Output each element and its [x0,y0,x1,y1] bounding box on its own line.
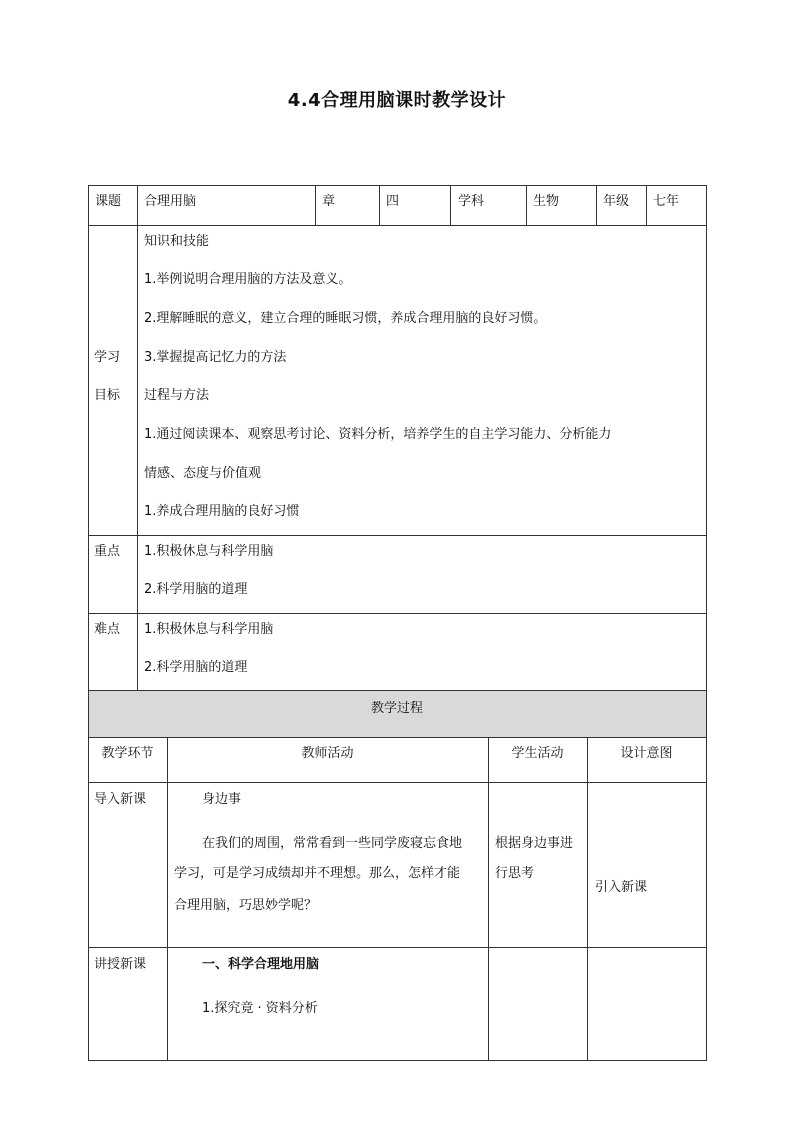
objective-line: 1.养成合理用脑的良好习惯 [144,504,300,519]
difficulty-line: 2.科学用脑的道理 [144,660,248,675]
column-header-student: 学生活动 [511,746,564,761]
key-points-label: 重点 [94,544,121,559]
chapter-label: 章 [322,194,336,209]
grade-value: 七年 [653,194,680,209]
stage-intro: 导入新课 [94,792,147,807]
design-intent: 引入新课 [595,880,648,895]
teacher-section-heading: 一、科学合理地用脑 [202,957,320,972]
objectives-label-line2: 目标 [94,388,121,403]
teacher-activity-line: 在我们的周围，常常看到一些同学废寝忘食地 [202,836,463,851]
objective-line: 情感、态度与价值观 [144,466,262,481]
objective-line: 知识和技能 [144,234,210,249]
topic-label: 课题 [95,194,122,209]
teacher-activity-line: 1.探究竟 · 资料分析 [202,1001,318,1016]
student-activity-line: 根据身边事进 [495,836,574,851]
column-header-intent: 设计意图 [620,746,673,761]
subject-label: 学科 [458,194,485,209]
chapter-value: 四 [386,194,400,209]
objective-line: 2.理解睡眠的意义，建立合理的睡眠习惯，养成合理用脑的良好习惯。 [144,311,547,326]
objective-line: 过程与方法 [144,388,210,403]
grade-label: 年级 [603,194,630,209]
subject-value: 生物 [533,194,560,209]
objective-line: 1.举例说明合理用脑的方法及意义。 [144,272,352,287]
process-heading: 教学过程 [370,701,423,716]
key-point-line: 1.积极休息与科学用脑 [144,544,274,559]
difficulty-line: 1.积极休息与科学用脑 [144,622,274,637]
column-header-stage: 教学环节 [101,746,154,761]
teacher-activity-title: 身边事 [202,792,242,807]
stage-new-lesson: 讲授新课 [94,957,147,972]
student-activity-line: 行思考 [495,866,535,881]
column-header-teacher: 教师活动 [301,746,354,761]
objective-line: 3.掌握提高记忆力的方法 [144,350,287,365]
topic-value: 合理用脑 [144,194,197,209]
teacher-activity-line: 学习，可是学习成绩却并不理想。那么，怎样才能 [174,866,461,881]
key-point-line: 2.科学用脑的道理 [144,582,248,597]
objective-line: 1.通过阅读课本、观察思考讨论、资料分析，培养学生的自主学习能力、分析能力 [144,427,612,442]
difficulties-label: 难点 [94,622,121,637]
page-title: 4.4合理用脑课时教学设计 [287,90,507,111]
objectives-label-line1: 学习 [94,350,121,365]
teacher-activity-line: 合理用脑，巧思妙学呢？ [174,898,318,913]
